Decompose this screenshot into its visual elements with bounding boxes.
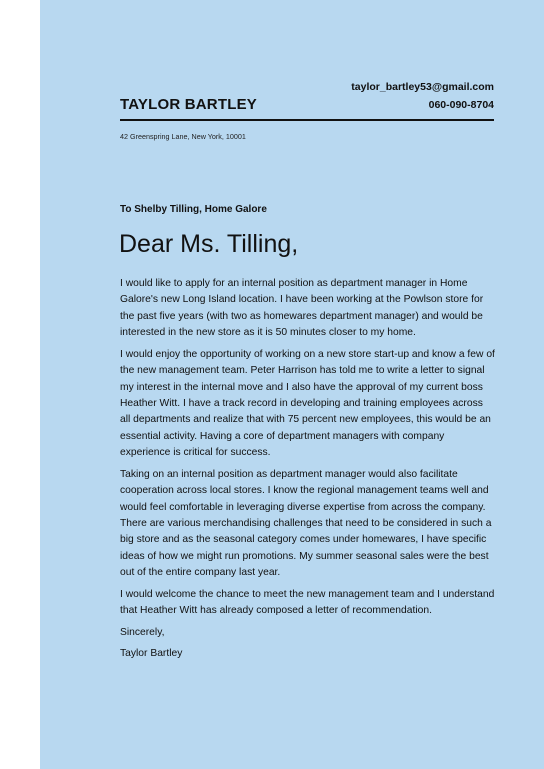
letter-page <box>40 0 544 769</box>
contact-info <box>351 78 494 114</box>
signature: Taylor Bartley <box>120 648 183 660</box>
closing: Sincerely, <box>120 626 165 638</box>
email-text: taylor_bartley53@gmail.com <box>351 81 494 93</box>
sender-address: 42 Greenspring Lane, New York, 10001 <box>120 132 246 141</box>
salutation: Dear Ms. Tilling, <box>119 230 299 258</box>
paragraph-1: I would like to apply for an internal position as department manager in Home Galore's new Long Island location. I have been working at the Powlson store for the past five years (with two as homewares department manager) and would be interested in the new store as it is 50 minutes closer to my home. <box>120 278 484 339</box>
paragraph-3: Taking on an internal position as department manager would also facilitate cooperation across local stores. I know the regional management teams well and would feel comfortable in leveraging diverse expertise from across the company. There are various merchandising challenges that need to be considered in such a big store and as the seasonal category comes under homewares, I have specific ideas of how we might run promotions. My summer seasonal sales were the best out of the entire company last year. <box>120 468 492 579</box>
header-divider <box>120 119 494 121</box>
recipient-line: To Shelby Tilling, Home Galore <box>120 204 267 215</box>
paragraph-2: I would enjoy the opportunity of working on a new store start-up and know a few of the new management team. Peter Harrison has told me to write a letter to signal my interest in the internal move and I also have the approval of my current boss Heather Witt. I have a track record in developing and training employees across all departments and realize that with 75 percent new employees, this would be an essential activity. Having a core of department managers with company experience is critical for success. <box>120 348 495 459</box>
sender-name: TAYLOR BARTLEY <box>120 96 257 113</box>
paragraph-4: I would welcome the chance to meet the new management team and I understand that Heather Witt has already composed a letter of recommendation. <box>120 588 495 617</box>
phone-text: 060-090-8704 <box>428 99 494 111</box>
letter-body <box>120 276 495 668</box>
